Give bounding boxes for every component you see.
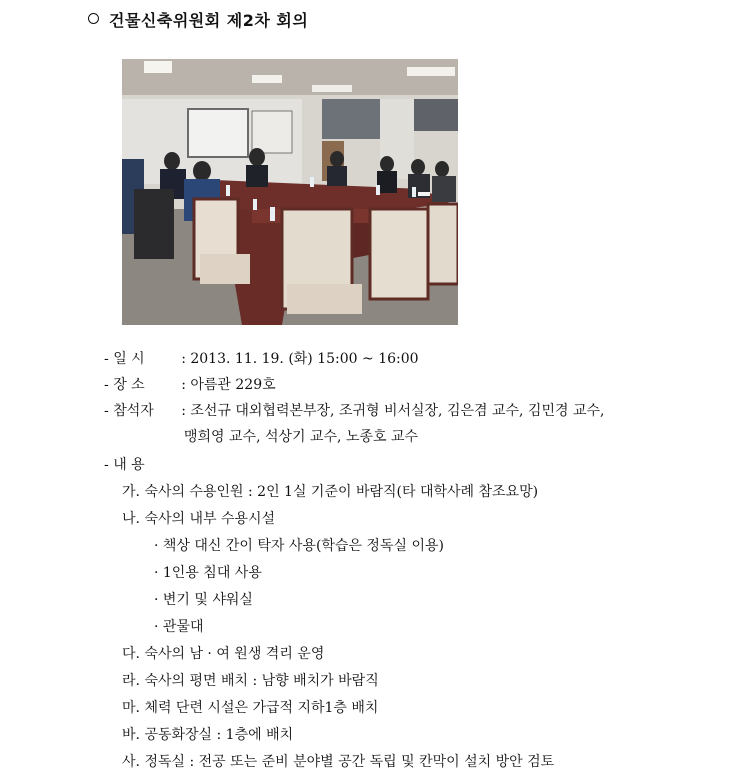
section-heading (88, 8, 308, 31)
list-item (122, 483, 538, 501)
item-text: 정독실 : 전공 또는 준비 분야별 공간 독립 및 칸막이 설치 방안 검토 (144, 754, 555, 770)
content-row (104, 456, 145, 474)
list-item (122, 510, 275, 528)
row-dash: - (104, 457, 114, 473)
circle-bullet-icon (88, 13, 99, 24)
place-label: 장 소 (113, 377, 145, 393)
item-text: 체력 단련 시설은 가급적 지하1층 배치 (144, 700, 379, 716)
place-value: : 아름관 229호 (181, 377, 276, 393)
list-item (122, 726, 293, 744)
item-mark: 바. (122, 727, 140, 743)
date-value: : 2013. 11. 19. (화) 15:00 ~ 16:00 (181, 351, 419, 367)
place-row (104, 376, 276, 394)
sub-list-item: · 1인용 침대 사용 (154, 565, 262, 581)
sub-list-item: · 관물대 (154, 619, 204, 635)
item-mark: 라. (122, 673, 140, 689)
item-text: 숙사의 내부 수용시설 (144, 511, 276, 527)
attendees-value-line2: 맹희영 교수, 석상기 교수, 노종호 교수 (184, 429, 419, 445)
row-dash: - (104, 351, 114, 367)
item-text: 숙사의 남 · 여 원생 격리 운영 (144, 646, 325, 662)
heading-title: 건물신축위원회 제2차 회의 (109, 11, 309, 30)
item-mark: 다. (122, 646, 140, 662)
attendees-label: 참석자 (113, 403, 154, 419)
list-item (122, 645, 324, 663)
row-dash: - (104, 403, 114, 419)
item-mark: 사. (122, 754, 140, 770)
row-dash: - (104, 377, 114, 393)
content-label: 내 용 (113, 457, 145, 473)
list-item (122, 753, 554, 771)
meeting-room-image (122, 59, 458, 325)
attendees-row (104, 402, 604, 420)
item-text: 숙사의 평면 배치 : 남향 배치가 바람직 (144, 673, 379, 689)
sub-list-item: · 책상 대신 간이 탁자 사용(학습은 정독실 이용) (154, 538, 444, 554)
item-text: 숙사의 수용인원 : 2인 1실 기준이 바람직(타 대학사례 참조요망) (144, 484, 539, 500)
date-row (104, 350, 419, 368)
date-label: 일 시 (113, 351, 145, 367)
sub-list-item: · 변기 및 샤워실 (154, 592, 253, 608)
item-mark: 마. (122, 700, 140, 716)
item-text: 공동화장실 : 1층에 배치 (144, 727, 294, 743)
list-item (122, 672, 379, 690)
item-mark: 가. (122, 484, 140, 500)
list-item (122, 699, 378, 717)
meeting-photo (122, 59, 458, 325)
attendees-value-line1: : 조선규 대외협력본부장, 조귀형 비서실장, 김은겸 교수, 김민경 교수, (181, 403, 605, 419)
item-mark: 나. (122, 511, 140, 527)
